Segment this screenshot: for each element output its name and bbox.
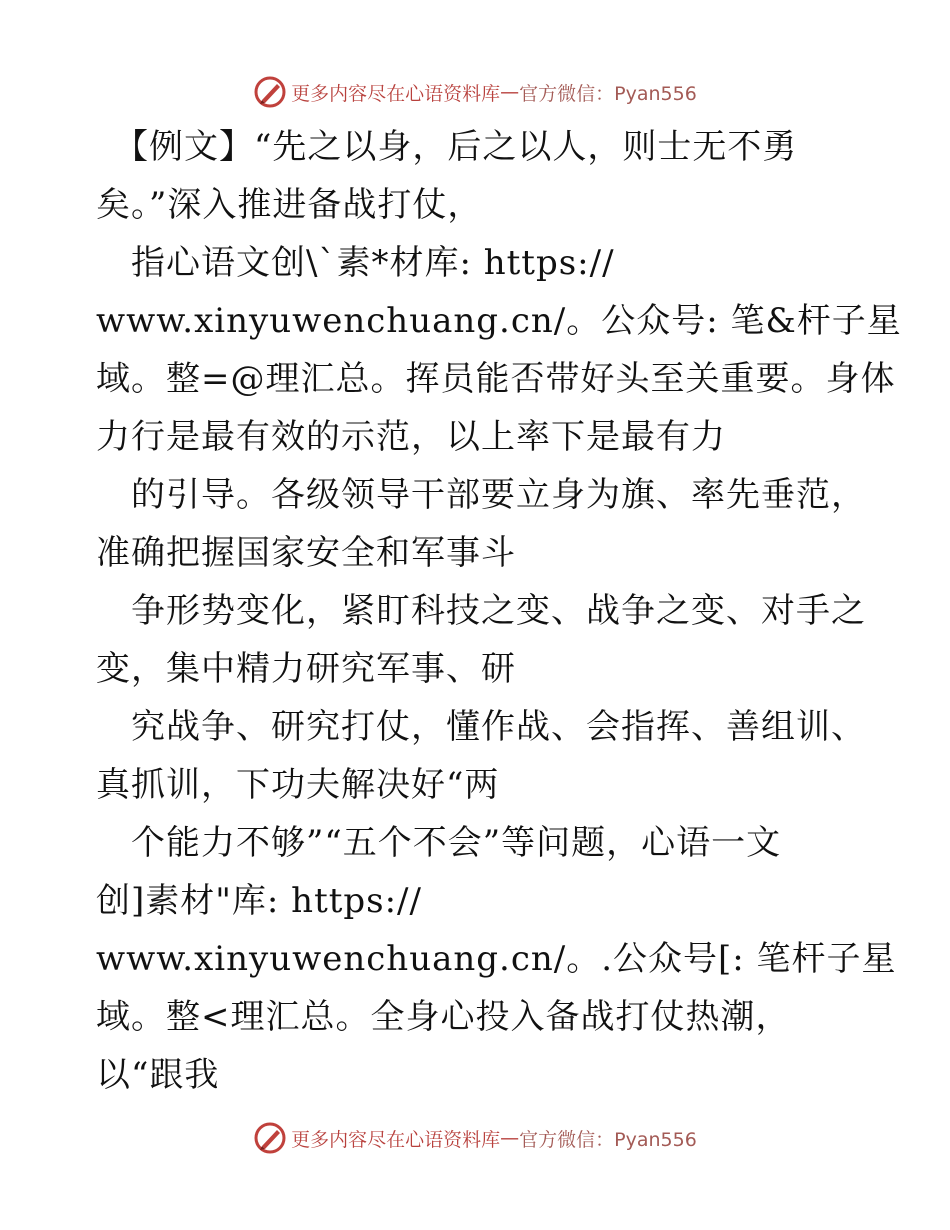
- pen-logo-icon: [253, 75, 287, 109]
- banner-text: 更多内容尽在心语资料库: [291, 82, 501, 105]
- banner-separator: —: [500, 1127, 520, 1149]
- text-line: 【例文】“先之以身，后之以人，则士无不勇: [96, 127, 798, 167]
- text-line: 力行是最有效的示范，以上率下是最有力: [96, 417, 726, 457]
- text-line: 真抓训，下功夫解决好“两: [96, 765, 500, 805]
- banner-text: 更多内容尽在心语资料库: [291, 1128, 501, 1151]
- footer-banner: [0, 1118, 950, 1158]
- banner-wechat: 官方微信：Pyan556: [519, 1128, 697, 1151]
- text-line: 争形势变化，紧盯科技之变、战争之变、对手之: [96, 591, 866, 631]
- text-line: 指心语文创\`素*材库: https://: [96, 243, 615, 283]
- text-line: 域。整=@理汇总。挥员能否带好头至关重要。身体: [96, 359, 896, 399]
- text-line: 究战争、研究打仗，懂作战、会指挥、善组训、: [96, 707, 866, 747]
- text-line: 准确把握国家安全和军事斗: [96, 533, 516, 573]
- text-line: www.xinyuwenchuang.cn/。公众号: 笔&杆子星: [96, 301, 902, 341]
- text-line: 创]素材"库: https://: [96, 881, 422, 921]
- text-line: 以“跟我: [96, 1055, 220, 1095]
- banner-separator: —: [500, 81, 520, 103]
- text-line: 的引导。各级领导干部要立身为旗、率先垂范，: [96, 475, 866, 515]
- text-line: 变，集中精力研究军事、研: [96, 649, 516, 689]
- pen-logo-icon: [253, 1121, 287, 1155]
- banner-wechat: 官方微信：Pyan556: [519, 82, 697, 105]
- text-line: www.xinyuwenchuang.cn/。.公众号[: 笔杆子星: [96, 939, 897, 979]
- text-line: 个能力不够”“五个不会”等问题，心语一文: [96, 823, 782, 863]
- text-line: 域。整<理汇总。全身心投入备战打仗热潮，: [96, 997, 791, 1037]
- document-body: [96, 118, 902, 1104]
- header-banner: [0, 72, 950, 112]
- text-line: 矣。”深入推进备战打仗，: [96, 185, 483, 225]
